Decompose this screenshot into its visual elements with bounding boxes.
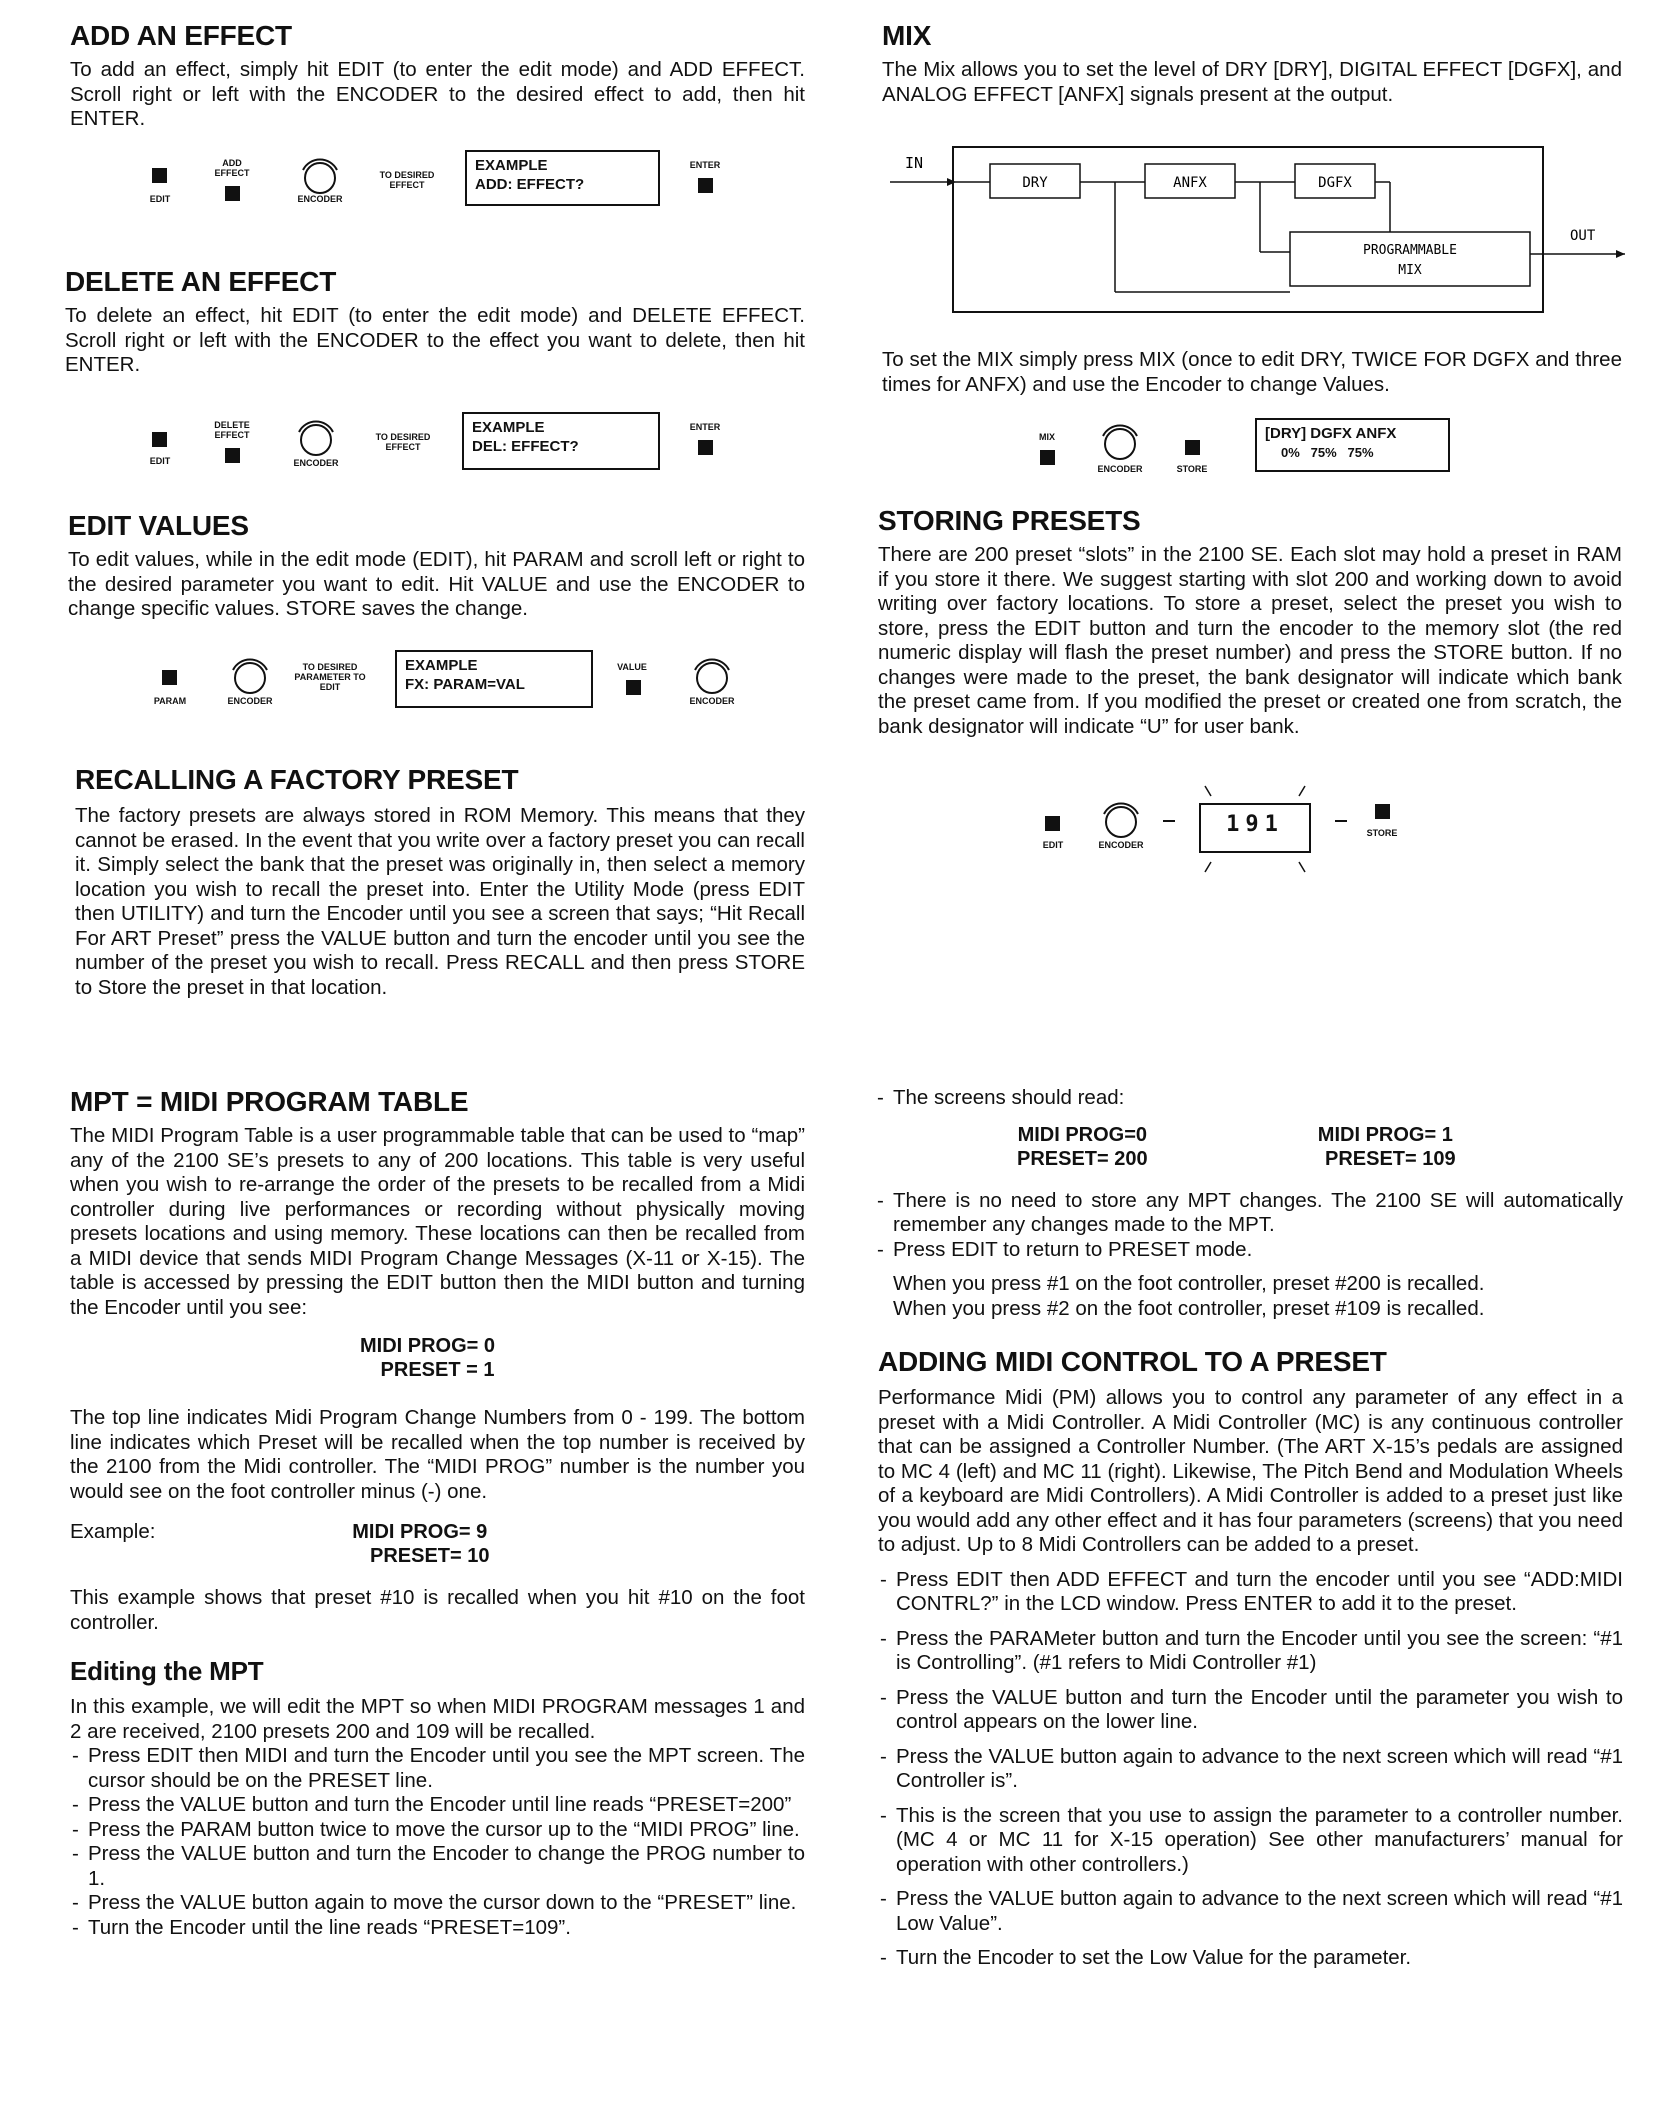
encoder-label: ENCODER xyxy=(1097,464,1143,474)
screen-a xyxy=(1017,1123,1148,1171)
mix-section xyxy=(882,20,1622,107)
mix-controls-diagram xyxy=(1030,418,1470,480)
edit-label: EDIT xyxy=(149,194,171,204)
list-item: - Press EDIT to return to PRESET mode. xyxy=(875,1238,1623,1263)
lcd-line-1: EXAMPLE xyxy=(475,157,548,174)
result-2: When you press #2 on the foot controller, preset #109 is recalled. xyxy=(893,1296,1485,1320)
example-label: Example: xyxy=(70,1520,156,1543)
screen-line-2: PRESET = 1 xyxy=(380,1359,495,1381)
encoder-label: ENCODER xyxy=(227,696,273,706)
storing-diagram xyxy=(1035,782,1435,877)
lcd-line-2: ADD: EFFECT? xyxy=(475,176,585,193)
enter-button xyxy=(698,440,713,455)
encoder-knob-icon xyxy=(1098,422,1142,462)
edit-values-diagram xyxy=(140,650,760,722)
edit-button xyxy=(152,168,167,183)
add-effect-label: ADD EFFECT xyxy=(214,158,250,178)
mix-block-label-1: PROGRAMMABLE xyxy=(1363,243,1457,258)
screens-lead: - The screens should read: xyxy=(875,1086,1623,1111)
delete-effect-title: DELETE AN EFFECT xyxy=(65,266,337,297)
param-button xyxy=(162,670,177,685)
preset-number-display: 191 xyxy=(1226,812,1284,837)
mpt-section xyxy=(70,1086,805,1635)
list-item: - Press the VALUE button and turn the Encoder to change the PROG number to 1. xyxy=(70,1842,805,1891)
recall-section xyxy=(75,764,805,1000)
to-desired-label: TO DESIRED EFFECT xyxy=(379,170,435,190)
edit-values-section xyxy=(68,510,805,622)
list-item: - There is no need to store any MPT changes. The 2100 SE will automatically remember any changes made to the MPT. xyxy=(875,1189,1623,1238)
encoder-label: ENCODER xyxy=(1098,840,1144,850)
encoder-knob-icon xyxy=(228,656,272,696)
encoder-knob-icon xyxy=(298,156,342,196)
list-item: - Press EDIT then ADD EFFECT and turn the encoder until you see “ADD:MIDI CONTRL?” in the LCD window. Press ENTER to add it to the preset. xyxy=(878,1568,1623,1617)
lcd-line-1: [DRY] DGFX ANFX xyxy=(1265,425,1397,442)
edit-button xyxy=(1045,816,1060,831)
list-item: - Press the VALUE button again to advance to the next screen which will read “#1 Low Value”. xyxy=(878,1887,1623,1936)
param-label: PARAM xyxy=(153,696,187,706)
enter-label: ENTER xyxy=(689,160,721,170)
edit-values-body: To edit values, while in the edit mode (EDIT), hit PARAM and scroll left or right to the desired parameter you want to edit. Hit VALUE and use the ENCODER to change specific values. STORE saves the change. xyxy=(68,548,805,620)
list-item: - Press the VALUE button again to advance to the next screen which will read “#1 Controller is”. xyxy=(878,1745,1623,1794)
list-item: - Press EDIT then MIDI and turn the Encoder until you see the MPT screen. The cursor should be on the PRESET line. xyxy=(70,1744,805,1793)
list-item: - Press the VALUE button and turn the Encoder until line reads “PRESET=200” xyxy=(70,1793,805,1818)
to-desired-label: TO DESIRED PARAMETER TO EDIT xyxy=(294,662,366,692)
mix-instructions xyxy=(882,348,1622,397)
lcd-line-1: EXAMPLE xyxy=(472,419,545,436)
list-item: - Turn the Encoder until the line reads “PRESET=109”. xyxy=(70,1916,805,1941)
dgfx-block-label: DGFX xyxy=(1318,175,1352,191)
store-button xyxy=(1185,440,1200,455)
lcd-line-2: FX: PARAM=VAL xyxy=(405,676,525,693)
lcd-line-2: 0% 75% 75% xyxy=(1281,445,1374,460)
add-effect-section xyxy=(70,20,805,132)
screen-line-1: MIDI PROG=0 xyxy=(1017,1123,1148,1146)
screen-line-1: MIDI PROG= 1 xyxy=(1317,1123,1453,1146)
encoder-label: ENCODER xyxy=(689,696,735,706)
out-label: OUT xyxy=(1570,228,1596,244)
midi-control-title: ADDING MIDI CONTROL TO A PRESET xyxy=(878,1346,1387,1377)
delete-effect-lcd xyxy=(462,412,660,470)
storing-section xyxy=(878,505,1622,739)
mix-button xyxy=(1040,450,1055,465)
storing-body: There are 200 preset “slots” in the 2100 SE. Each slot may hold a preset in RAM if you store it there. We suggest starting with slot 200 and working down to avoid writing over factory locations. To store a preset, select the preset you wish to store, press the EDIT button and turn the encoder to the memory slot (the red numeric display will flash the preset number) and press the STORE button. If no changes were made to the preset, the bank designator will indicate which bank the preset came from. If you modified the preset or created one from scratch, the bank designator will indicate “U” for user bank. xyxy=(878,543,1622,738)
list-item: - Turn the Encoder to set the Low Value for the parameter. xyxy=(878,1946,1623,1971)
encoder-knob-icon xyxy=(1099,800,1143,840)
screens-read-section xyxy=(875,1086,1623,1321)
edit-button xyxy=(152,432,167,447)
midi-control-body: Performance Midi (PM) allows you to control any parameter of any effect in a preset with a Midi Controller. A Midi Controller (MC) is any continuous controller that can be assigned a Controller Number. (The ART X-15’s pedals are assigned to MC 4 (left) and MC 11 (right). Likewise, The Pitch Bend and Modulation Wheels of a keyboard are Midi Controllers). A Midi Controller is added to a preset just like you would add any other effect and it has four parameters (screens) that you need to adjust. Up to 8 Midi Controllers can be added to a preset. xyxy=(878,1386,1623,1556)
encoder-knob-icon xyxy=(294,418,338,458)
mix-lcd xyxy=(1255,418,1450,472)
add-effect-body: To add an effect, simply hit EDIT (to enter the edit mode) and ADD EFFECT. Scroll right or left with the ENCODER to the desired effect to add, then hit ENTER. xyxy=(70,58,805,130)
editing-mpt-steps xyxy=(70,1744,805,1940)
store-label: STORE xyxy=(1176,464,1208,474)
encoder-label: ENCODER xyxy=(297,194,343,204)
midi-control-section xyxy=(878,1346,1623,1981)
lcd-line-1: EXAMPLE xyxy=(405,657,478,674)
screen-b xyxy=(1315,1123,1456,1171)
delete-effect-body: To delete an effect, hit EDIT (to enter the edit mode) and DELETE EFFECT. Scroll right or left with the ENCODER to the effect you want to delete, then hit ENTER. xyxy=(65,304,805,376)
screens-notes xyxy=(875,1189,1623,1263)
result-1: When you press #1 on the foot controller, preset #200 is recalled. xyxy=(893,1272,1485,1295)
mix-label: MIX xyxy=(1038,432,1055,442)
mix-signal-diagram xyxy=(890,142,1630,317)
edit-values-title: EDIT VALUES xyxy=(68,510,249,541)
screen-line-2: PRESET= 10 xyxy=(370,1545,490,1567)
screen-line-1: MIDI PROG= 9 xyxy=(352,1521,488,1543)
screen-line-2: PRESET= 200 xyxy=(1017,1147,1148,1170)
recall-title: RECALLING A FACTORY PRESET xyxy=(75,764,519,795)
screen-line-1: MIDI PROG= 0 xyxy=(359,1335,496,1357)
delete-effect-section xyxy=(65,266,805,378)
mix-title: MIX xyxy=(882,20,932,51)
store-button xyxy=(1375,804,1390,819)
edit-values-lcd xyxy=(395,650,593,708)
midi-control-steps xyxy=(878,1568,1623,1971)
in-label: IN xyxy=(905,154,924,172)
add-effect-title: ADD AN EFFECT xyxy=(70,20,292,51)
mix-block-label-2: MIX xyxy=(1398,263,1422,278)
editing-mpt-section xyxy=(70,1656,805,1940)
delete-effect-label: DELETE EFFECT xyxy=(214,420,250,440)
encoder-knob-icon xyxy=(690,656,734,696)
mpt-body: The MIDI Program Table is a user programmable table that can be used to “map” any of the 2100 SE’s presets to any of 200 locations. This table is very useful when you wish to re-arrange the order of the presets to be recalled from a Midi controller during live performances or recording without physically moving presets locations and using memory. These locations can then be recalled from a MIDI device that sends MIDI Program Change Messages (X-11 or X-15). The table is accessed by pressing the EDIT button then the MIDI button and turning the Encoder until you see: xyxy=(70,1124,805,1319)
editing-mpt-title: Editing the MPT xyxy=(70,1656,264,1686)
editing-mpt-intro: In this example, we will edit the MPT so when MIDI PROGRAM messages 1 and 2 are received, 2100 presets 200 and 109 will be recalled. xyxy=(70,1695,805,1743)
screen-line-2: PRESET= 109 xyxy=(1325,1147,1456,1170)
mpt-body-2: The top line indicates Midi Program Change Numbers from 0 - 199. The bottom line indicates which Preset will be recalled when the top number is received by the 2100 from the Midi controller. The “MIDI PROG” number is the number you would see on the foot controller minus (-) one. xyxy=(70,1406,805,1503)
enter-button xyxy=(698,178,713,193)
edit-label: EDIT xyxy=(1042,840,1064,850)
recall-body: The factory presets are always stored in ROM Memory. This means that they cannot be erased. In the event that you write over a factory preset you can recall it. Simply select the bank that the preset was originally in, then select a memory location you wish to recall the preset into. Enter the Utility Mode (press EDIT then UTILITY) and turn the Encoder until you see a screen that says; “Hit Recall For ART Preset” press the VALUE button and turn the encoder until you see the number of the preset you wish to recall. Press RECALL and then press STORE to Store the preset in that location. xyxy=(75,804,805,999)
edit-label: EDIT xyxy=(149,456,171,466)
mpt-screen-1 xyxy=(50,1334,805,1382)
lcd-line-2: DEL: EFFECT? xyxy=(472,438,579,455)
add-effect-lcd xyxy=(465,150,660,206)
to-desired-label: TO DESIRED EFFECT xyxy=(375,432,431,452)
storing-title: STORING PRESETS xyxy=(878,505,1141,536)
encoder-label: ENCODER xyxy=(293,458,339,468)
delete-effect-diagram xyxy=(140,410,740,480)
enter-label: ENTER xyxy=(689,422,721,432)
list-item: - Press the PARAMeter button and turn the Encoder until you see the screen: “#1 is Controlling”. (#1 refers to Midi Controller #1) xyxy=(878,1627,1623,1676)
value-button xyxy=(626,680,641,695)
value-label: VALUE xyxy=(617,662,647,672)
list-item: - Press the VALUE button and turn the Encoder until the parameter you wish to control appears on the lower line. xyxy=(878,1686,1623,1735)
store-label: STORE xyxy=(1366,828,1398,838)
mix-body-2: To set the MIX simply press MIX (once to edit DRY, TWICE FOR DGFX and three times for ANFX) and use the Encoder to change Values. xyxy=(882,348,1622,396)
add-effect-diagram xyxy=(140,148,740,218)
list-item: - This is the screen that you use to assign the parameter to a controller number. (MC 4 or MC 11 for X-15 operation) See other manufacturers’ manual for operation with other controllers.) xyxy=(878,1804,1623,1878)
mpt-screen-2 xyxy=(350,1520,490,1568)
mpt-title: MPT = MIDI PROGRAM TABLE xyxy=(70,1086,469,1117)
add-effect-button xyxy=(225,186,240,201)
list-item: - Press the VALUE button again to move the cursor down to the “PRESET” line. xyxy=(70,1891,805,1916)
delete-effect-button xyxy=(225,448,240,463)
dry-block-label: DRY xyxy=(1022,175,1048,191)
mpt-body-3: This example shows that preset #10 is recalled when you hit #10 on the foot controller. xyxy=(70,1586,805,1634)
mix-body: The Mix allows you to set the level of DRY [DRY], DIGITAL EFFECT [DGFX], and ANALOG EFFECT [ANFX] signals present at the output. xyxy=(882,58,1622,106)
list-item: - Press the PARAM button twice to move the cursor up to the “MIDI PROG” line. xyxy=(70,1818,805,1843)
anfx-block-label: ANFX xyxy=(1173,175,1207,191)
